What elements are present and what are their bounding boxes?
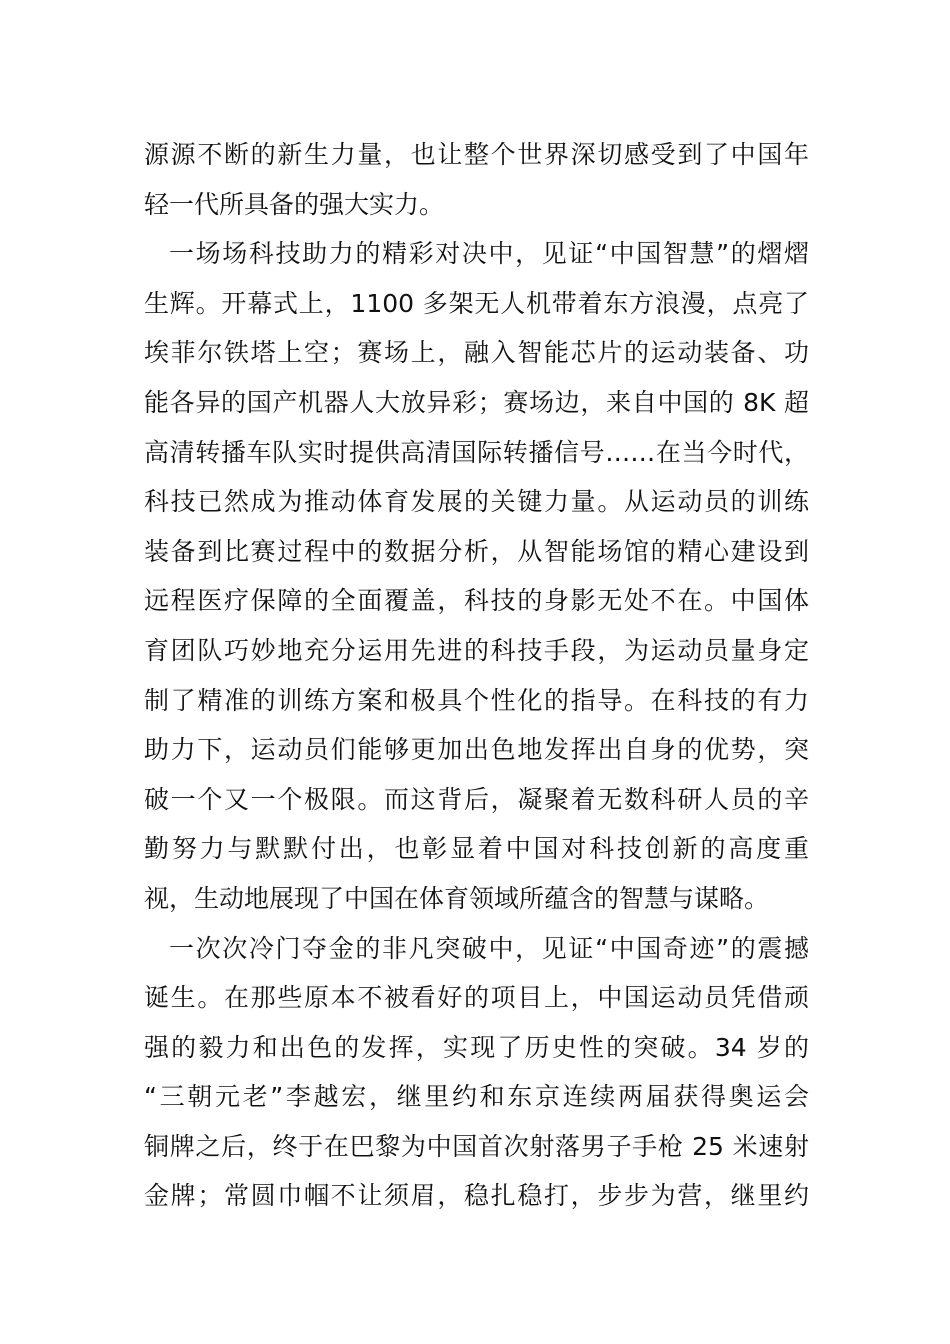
text-line: 助力下，运动员们能够更加出色地发挥出自身的优势，突 [144, 735, 809, 765]
text-line: 视，生动地展现了中国在体育领域所蕴含的智慧与谋略。 [144, 883, 770, 913]
text-line: 轻一代所具备的强大实力。 [144, 189, 445, 219]
text-line: 强的毅力和出色的发挥，实现了历史性的突破。34 岁的 [144, 1032, 809, 1062]
text-line: “三朝元老”李越宏，继里约和东京连续两届获得奥运会 [144, 1082, 809, 1112]
paragraph-start-line: 一场场科技助力的精彩对决中，见证“中国智慧”的熠熠 [169, 239, 809, 269]
text-line: 高清转播车队实时提供高清国际转播信号……在当今时代， [144, 437, 809, 467]
text-line: 埃菲尔铁塔上空；赛场上，融入智能芯片的运动装备、功 [144, 338, 809, 368]
paragraph-start-line: 一次次冷门夺金的非凡突破中，见证“中国奇迹”的震撼 [169, 933, 809, 963]
text-line: 远程医疗保障的全面覆盖，科技的身影无处不在。中国体 [144, 586, 809, 616]
text-line: 勤努力与默默付出，也彰显着中国对科技创新的高度重 [144, 834, 809, 864]
text-line: 铜牌之后，终于在巴黎为中国首次射落男子手枪 25 米速射 [144, 1131, 809, 1161]
text-line: 生辉。开幕式上，1100 多架无人机带着东方浪漫，点亮了 [144, 288, 809, 318]
text-line: 育团队巧妙地充分运用先进的科技手段，为运动员量身定 [144, 635, 809, 665]
text-line: 能各异的国产机器人大放异彩；赛场边，来自中国的 8K 超 [144, 387, 809, 417]
text-line: 装备到比赛过程中的数据分析，从智能场馆的精心建设到 [144, 536, 809, 566]
text-line: 源源不断的新生力量，也让整个世界深切感受到了中国年 [144, 140, 809, 169]
text-line: 制了精准的训练方案和极具个性化的指导。在科技的有力 [144, 685, 809, 715]
text-line: 科技已然成为推动体育发展的关键力量。从运动员的训练 [144, 487, 809, 517]
text-line: 金牌；常圆巾帼不让须眉，稳扎稳打，步步为营，继里约 [144, 1181, 809, 1211]
text-line: 破一个又一个极限。而这背后，凝聚着无数科研人员的辛 [144, 784, 809, 814]
text-line: 诞生。在那些原本不被看好的项目上，中国运动员凭借顽 [144, 983, 809, 1013]
body-text [144, 130, 809, 1221]
